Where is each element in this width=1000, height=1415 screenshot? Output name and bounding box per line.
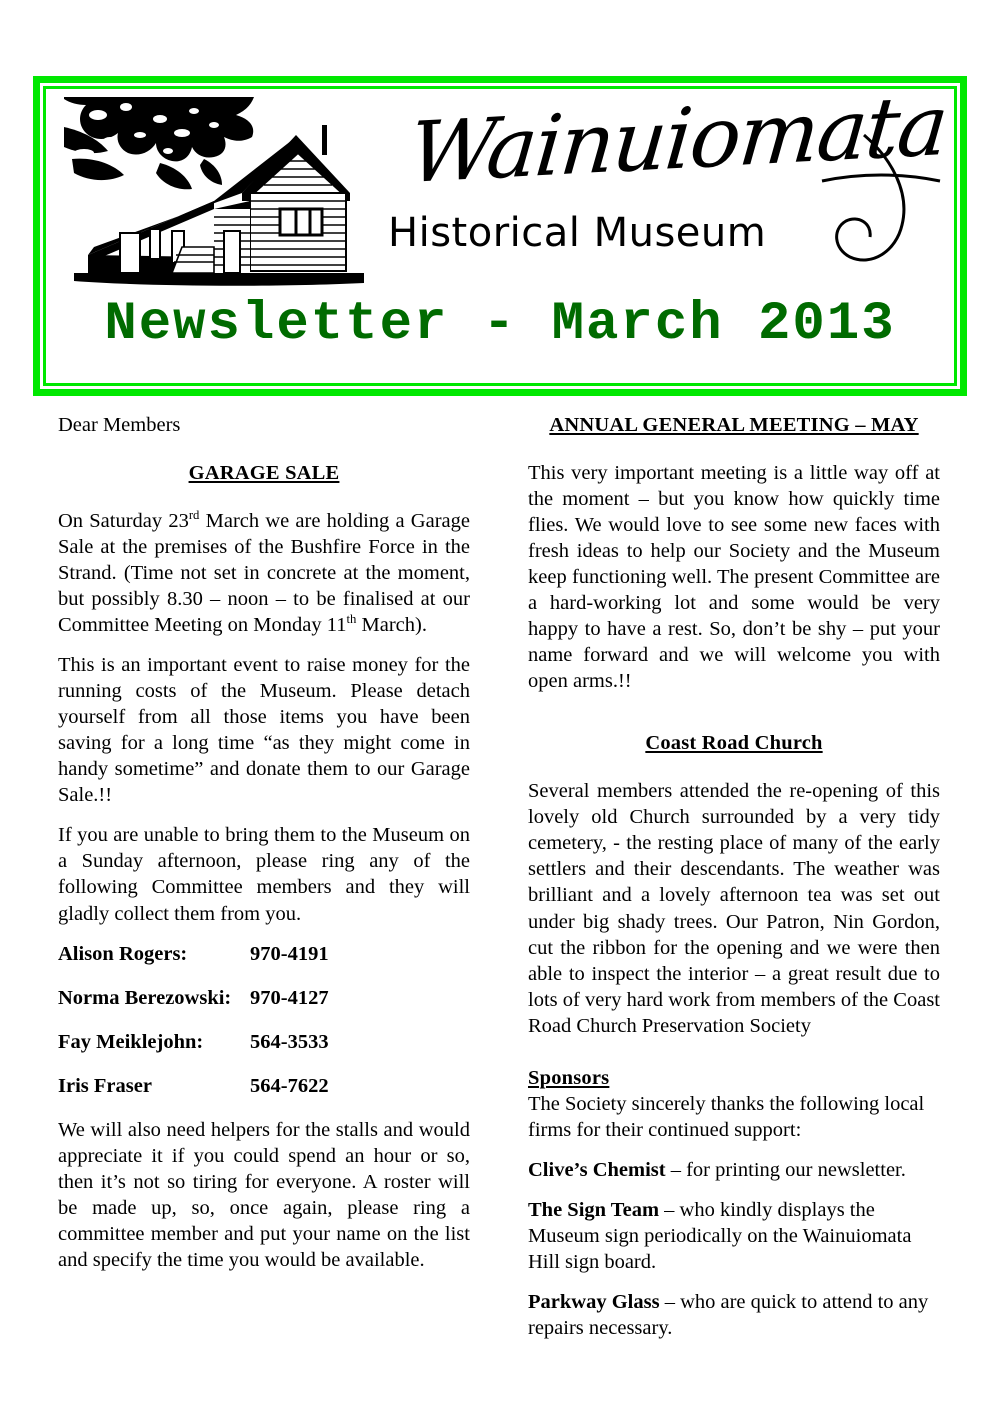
contact-row xyxy=(58,1073,470,1099)
sponsors-heading: Sponsors xyxy=(528,1066,610,1089)
contact-row xyxy=(58,941,470,967)
salutation: Dear Members xyxy=(58,414,181,436)
para1-part-a: On Saturday 23 xyxy=(58,510,189,533)
sponsor-entry xyxy=(528,1289,940,1341)
coast-road-church-paragraph: Several members attended the re-opening of this lovely old Church surrounded by a very tidy cemetery, - the resting place of many of the early settlers and their descendants. The weather was brilliant and a lovely afternoon tea was set out under big shady trees. Our Patron, Nin Gordon, cut the ribbon for the opening and we were then able to inspect the interior – a great result due to lots of very hard work from members of the Coast Road Church Preservation Society xyxy=(528,780,940,1037)
sponsor-description: – for printing our newsletter. xyxy=(665,1158,906,1181)
museum-cottage-illustration xyxy=(64,97,404,293)
contact-row xyxy=(58,1029,470,1055)
garage-sale-paragraph-3: If you are unable to bring them to the Museum on a Sunday afternoon, please ring any of the following Committee members and they will gladly collect them from you. xyxy=(58,824,470,925)
newsletter-banner xyxy=(33,76,967,396)
committee-contact-list xyxy=(58,941,470,1099)
spacer xyxy=(528,756,940,778)
sponsors-intro: The Society sincerely thanks the following local firms for their continued support: xyxy=(528,1092,925,1141)
agm-heading: ANNUAL GENERAL MEETING – MAY xyxy=(549,414,919,436)
contact-phone: 564-7622 xyxy=(250,1074,329,1097)
para1-part-c: March). xyxy=(356,614,427,637)
contact-name: Iris Fraser xyxy=(58,1074,152,1097)
sponsor-name: The Sign Team xyxy=(528,1198,660,1221)
contact-phone: 564-3533 xyxy=(250,1030,329,1053)
spacer xyxy=(58,486,470,508)
sponsor-description: – who kindly displays the Museum sign periodically on the Wainuiomata Hill sign board. xyxy=(528,1198,912,1273)
right-column xyxy=(528,412,940,1355)
agm-paragraph: This very important meeting is a little way off at the moment – but you know how quickly time flies. We would love to see some new faces with fresh ideas to help our Society and the Museum keep functioning well. The present Committee are a hard-working lot and some would be very happy to have a rest. So, don’t be shy – put your name forward and we will welcome you with open arms.!! xyxy=(528,462,940,693)
contact-row xyxy=(58,985,470,1011)
garage-sale-paragraph-2: This is an important event to raise money for the running costs of the Museum. Please detach yourself from all those items you have been saving for a long time “as they might come in handy sometime” and donate them to our Garage Sale.!! xyxy=(58,654,470,807)
spacer xyxy=(58,438,470,460)
banner-artwork-row xyxy=(46,76,954,294)
sponsor-name: Parkway Glass xyxy=(528,1290,660,1313)
banner-inner-border xyxy=(43,76,957,386)
sponsor-entry xyxy=(528,1197,940,1275)
newsletter-title: Newsletter - March 2013 xyxy=(104,294,896,355)
garage-sale-paragraph-1 xyxy=(58,508,470,638)
ordinal-suffix-th: th xyxy=(346,612,357,627)
spacer xyxy=(528,438,940,460)
garage-sale-heading: GARAGE SALE xyxy=(188,462,340,485)
sponsor-description: – who are quick to attend to any repairs necessary. xyxy=(528,1290,929,1339)
museum-wordmark xyxy=(376,76,951,289)
contact-phone: 970-4191 xyxy=(250,942,329,965)
sponsor-name: Clive’s Chemist xyxy=(528,1158,666,1181)
para1-part-b: March we are holding a Garage Sale at the premises of the Bushfire Force in the Strand. (Time not set in concrete at the moment, but possibly 8.30 – noon – to be finalised at our Committee Meeting on Monday 11 xyxy=(58,510,470,637)
spacer xyxy=(528,708,940,730)
left-column xyxy=(58,412,470,1273)
contact-name: Fay Meiklejohn: xyxy=(58,1030,204,1053)
wordmark-script-text: Wainuiomata xyxy=(405,76,951,202)
coast-road-church-heading: Coast Road Church xyxy=(645,732,823,755)
contact-name: Norma Berezowski: xyxy=(58,986,232,1009)
spacer xyxy=(528,1053,940,1065)
ordinal-suffix-rd: rd xyxy=(188,508,200,523)
contact-name: Alison Rogers: xyxy=(58,942,188,965)
contact-phone: 970-4127 xyxy=(250,986,329,1009)
garage-sale-paragraph-4: We will also need helpers for the stalls and would appreciate it if you could spend an hour or so, then it’s not so tiring for everyone. A roster will be made up, so, once again, please ring a committee member and put your name on the list and specify the time you would be available. xyxy=(58,1118,470,1271)
wordmark-subtitle-text: Historical Museum xyxy=(388,210,767,256)
sponsor-entry xyxy=(528,1157,940,1183)
